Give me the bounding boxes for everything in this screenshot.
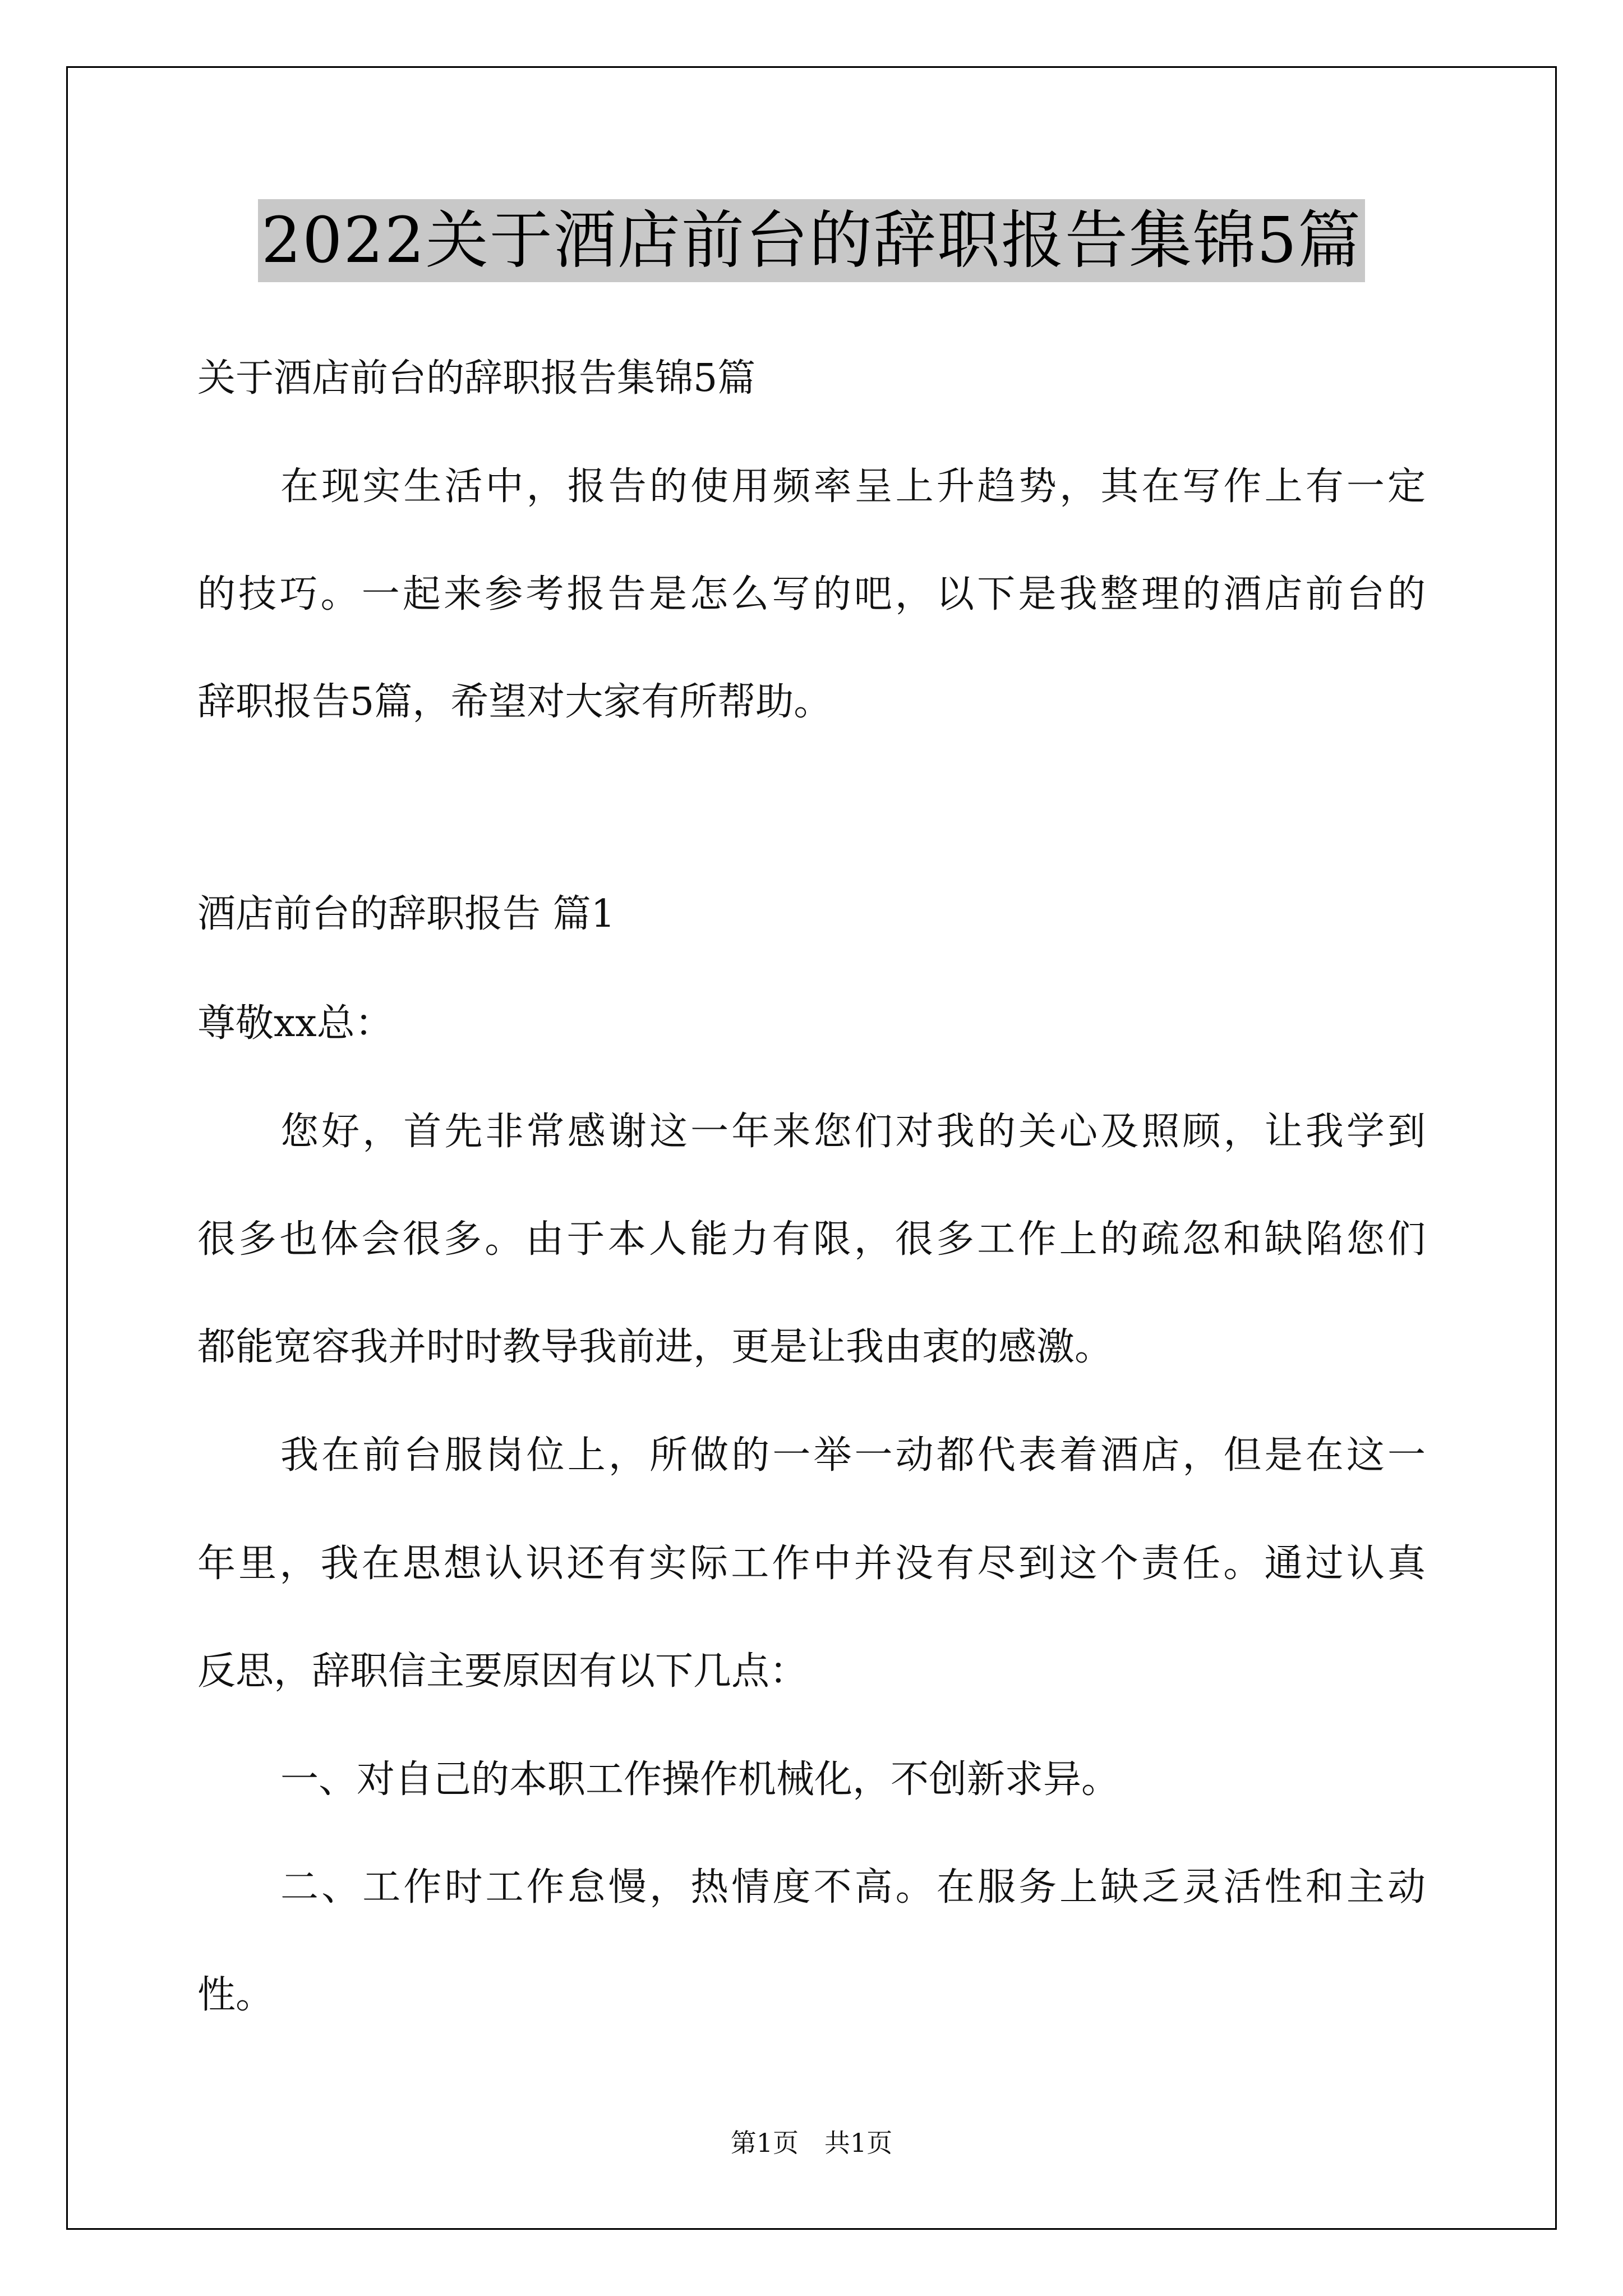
body-line-3: 都能宽容我并时时教导我前进，更是让我由衷的感激。 bbox=[197, 1325, 1113, 1369]
page-footer: 第1页 共1页 bbox=[730, 2128, 893, 2158]
body-line-8: 二、工作时工作怠慢，热情度不高。在服务上缺乏灵活性和主动 bbox=[280, 1865, 1426, 1910]
body-line-5: 年里，我在思想认识还有实际工作中并没有尽到这个责任。通过认真 bbox=[197, 1542, 1426, 1586]
document-subtitle: 关于酒店前台的辞职报告集锦5篇 bbox=[197, 356, 756, 401]
body-line-6: 反思，辞职信主要原因有以下几点： bbox=[197, 1649, 808, 1694]
body-line-7: 一、对自己的本职工作操作机械化，不创新求异。 bbox=[280, 1757, 1120, 1802]
body-line-4: 我在前台服岗位上，所做的一举一动都代表着酒店，但是在这一 bbox=[280, 1433, 1426, 1478]
intro-line-3: 辞职报告5篇，希望对大家有所帮助。 bbox=[197, 680, 832, 724]
body-line-9: 性。 bbox=[197, 1973, 274, 2017]
title-container bbox=[0, 199, 1623, 282]
body-line-1: 您好，首先非常感谢这一年来您们对我的关心及照顾，让我学到 bbox=[280, 1110, 1426, 1154]
salutation: 尊敬xx总： bbox=[197, 1001, 393, 1046]
intro-line-1: 在现实生活中，报告的使用频率呈上升趋势，其在写作上有一定 bbox=[280, 464, 1426, 509]
body-line-2: 很多也体会很多。由于本人能力有限，很多工作上的疏忽和缺陷您们 bbox=[197, 1217, 1426, 1262]
intro-line-2: 的技巧。一起来参考报告是怎么写的吧，以下是我整理的酒店前台的 bbox=[197, 572, 1426, 616]
section-heading: 酒店前台的辞职报告 篇1 bbox=[197, 892, 615, 936]
document-title: 2022关于酒店前台的辞职报告集锦5篇 bbox=[258, 199, 1365, 282]
